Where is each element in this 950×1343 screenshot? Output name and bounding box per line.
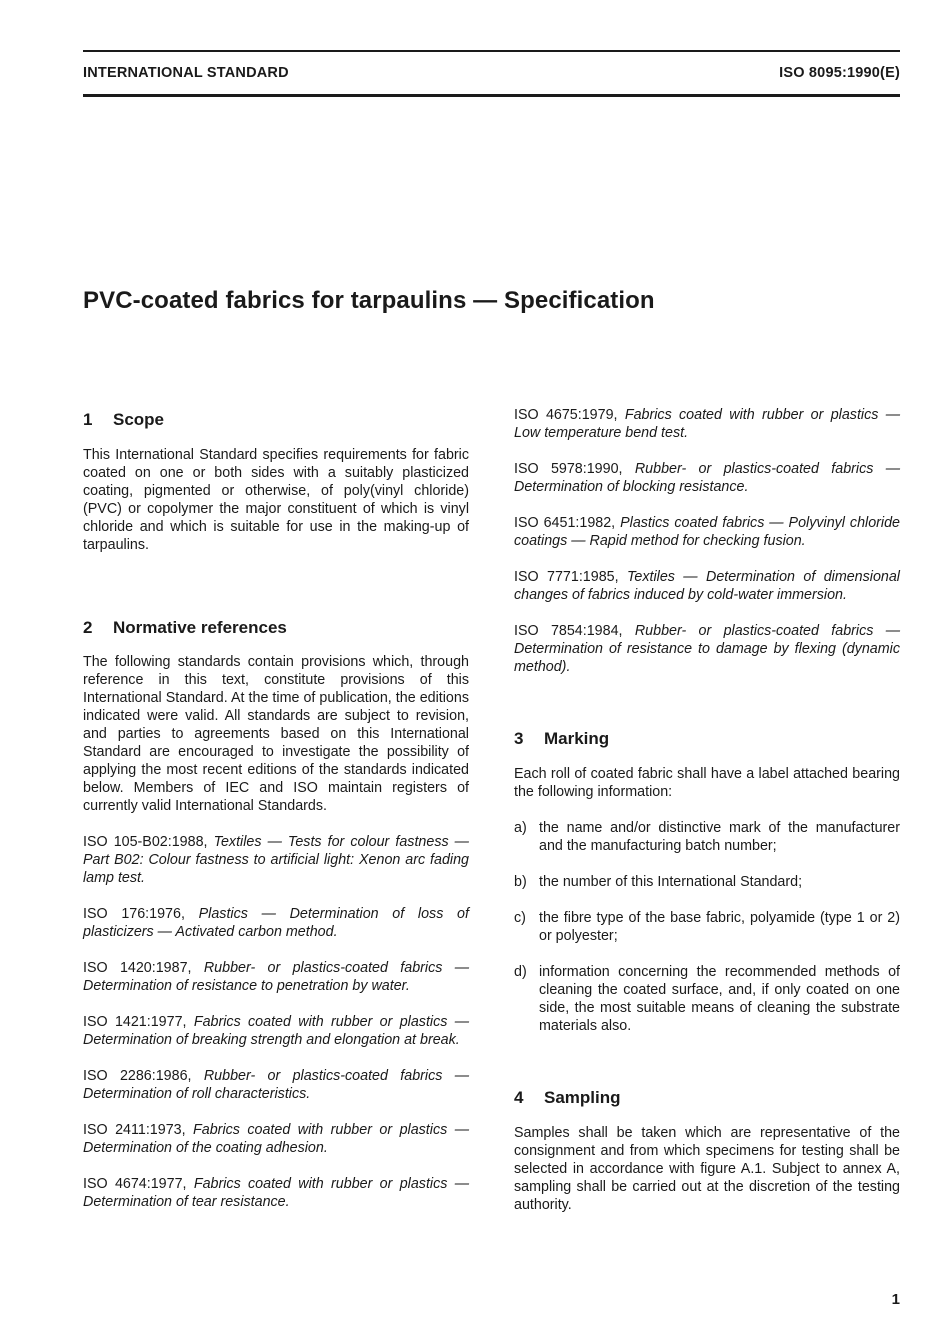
reference-code: ISO 1421:1977, [83,1014,187,1030]
scope-paragraph: This International Standard specifies requirements for fabric coated on one or both sides with a suitably plasticized coating, pigmented or otherwise, of poly(vinyl chloride) (PVC) or copolymer the major constituent of which is vinyl chloride and which is suitable for use in the making-up of tarpaulins. [83,447,469,553]
header-standard-label: INTERNATIONAL STANDARD [83,65,289,81]
section-heading-sampling [514,1086,900,1110]
list-item-text: the number of this International Standard; [539,874,803,890]
header-top-rule [83,50,900,52]
reference-code: ISO 1420:1987, [83,960,192,976]
section-heading-scope [83,408,469,432]
marking-list [514,819,900,1035]
section-heading-marking [514,727,900,751]
right-column [514,406,900,1214]
reference-entry [83,1121,469,1157]
reference-entry [514,460,900,496]
reference-code: ISO 2411:1973, [83,1122,186,1138]
reference-code: ISO 7854:1984, [514,623,623,639]
reference-entry [514,622,900,676]
normative-intro-paragraph: The following standards contain provisions which, through reference in this text, constitute provisions of this International Standard. At the time of publication, the editions indicated were valid. All standards are subject to revision, and parties to agreements based on this International Standard are encouraged to investigate the possibility of applying the most recent editions of the standards indicated below. Members of IEC and ISO maintain registers of currently valid International Standards. [83,654,469,814]
reference-entry [514,406,900,442]
reference-code: ISO 105-B02:1988, [83,834,208,850]
reference-entry [83,959,469,995]
reference-title: Textiles — Determination of dimensional changes of fabrics induced by cold-water immersion. [514,569,900,603]
section-title: Marking [544,729,610,748]
list-item [514,819,900,855]
reference-title: Textiles — Tests for colour fastness — Part B02: Colour fastness to artificial light: Xenon arc fading lamp test. [83,834,469,886]
left-column [83,408,469,1211]
list-item-text: information concerning the recommended methods of cleaning the coated surface, and, if only coated on one side, the most suitable means of cleaning the substrate materials also. [539,964,900,1034]
reference-code: ISO 176:1976, [83,906,185,922]
reference-code: ISO 5978:1990, [514,461,623,477]
list-item-text: the name and/or distinctive mark of the manufacturer and the manufacturing batch number; [539,820,900,854]
reference-code: ISO 4675:1979, [514,407,618,423]
reference-entry [83,1175,469,1211]
reference-entry [514,568,900,604]
section-title: Normative references [113,618,287,637]
reference-title: Plastics coated fabrics — Polyvinyl chloride coatings — Rapid method for checking fusion. [514,515,900,549]
marking-intro-paragraph: Each roll of coated fabric shall have a label attached bearing the following information: [514,766,900,800]
list-item [514,963,900,1035]
reference-entry [514,514,900,550]
reference-title: Rubber- or plastics-coated fabrics — Determination of blocking resistance. [514,461,900,495]
reference-title: Fabrics coated with rubber or plastics — Low temperature bend test. [514,407,901,441]
reference-title: Fabrics coated with rubber or plastics — Determination of tear resistance. [83,1176,470,1210]
list-item-text: the fibre type of the base fabric, polyamide (type 1 or 2) or polyester; [539,910,900,944]
sampling-paragraph: Samples shall be taken which are representative of the consignment and from which specimens for testing shall be selected in accordance with figure A.1. Subject to annex A, sampling shall be carried out at the discretion of the testing authority. [514,1125,900,1213]
list-item [514,909,900,945]
section-heading-normative-references [83,616,469,640]
header-bottom-rule [83,94,900,97]
page-number: 1 [891,1291,900,1308]
header-document-id: ISO 8095:1990(E) [779,65,900,81]
reference-title: Rubber- or plastics-coated fabrics — Determination of roll characteristics. [83,1068,469,1102]
section-number: 1 [83,410,93,429]
section-number: 3 [514,729,524,748]
list-item-label: a) [514,820,527,836]
reference-title: Rubber- or plastics-coated fabrics — Determination of resistance to damage by flexing (dynamic method). [514,623,900,675]
section-title: Scope [113,410,165,429]
reference-entry [83,905,469,941]
reference-code: ISO 6451:1982, [514,515,616,531]
document-title: PVC-coated fabrics for tarpaulins — Specification [83,287,655,314]
reference-code: ISO 7771:1985, [514,569,619,585]
list-item-label: c) [514,910,526,926]
reference-entry [83,1067,469,1103]
section-number: 4 [514,1088,524,1107]
reference-entry [83,833,469,887]
reference-title: Rubber- or plastics-coated fabrics — Determination of resistance to penetration by water. [83,960,469,994]
reference-title: Plastics — Determination of loss of plasticizers — Activated carbon method. [83,906,469,940]
reference-title: Fabrics coated with rubber or plastics — Determination of breaking strength and elongation at break. [83,1014,470,1048]
reference-entry [83,1013,469,1049]
section-number: 2 [83,618,93,637]
reference-code: ISO 4674:1977, [83,1176,187,1192]
section-title: Sampling [544,1088,621,1107]
list-item-label: d) [514,964,527,980]
reference-code: ISO 2286:1986, [83,1068,192,1084]
list-item [514,873,900,891]
list-item-label: b) [514,874,527,890]
reference-title: Fabrics coated with rubber or plastics — Determination of the coating adhesion. [83,1122,470,1156]
